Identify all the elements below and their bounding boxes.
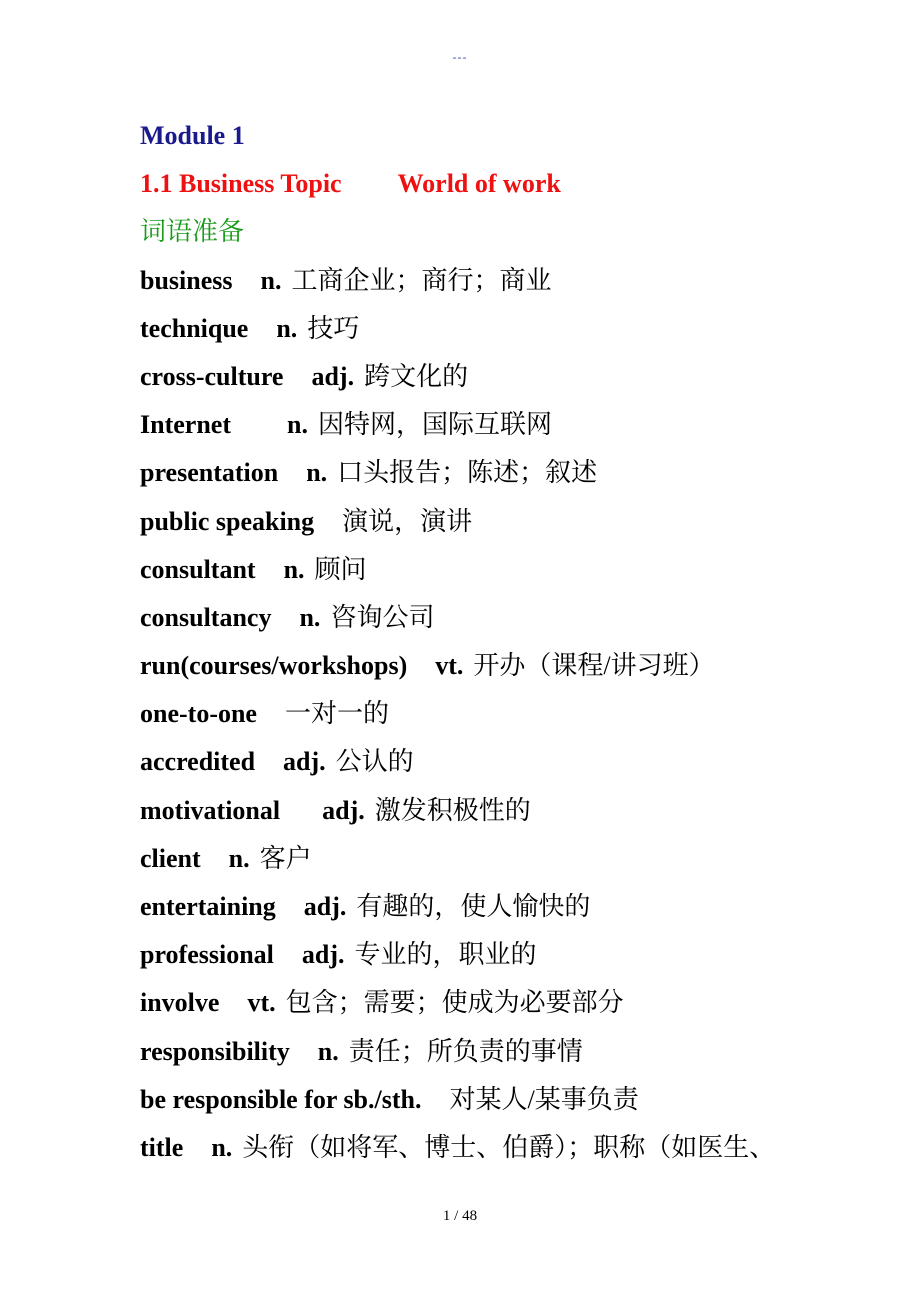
- topic-title: World of work: [397, 169, 561, 199]
- vocab-item: [140, 453, 860, 501]
- vocab-part-of-speech: n.: [211, 1132, 233, 1162]
- page-current: 1: [442, 1208, 451, 1224]
- vocab-word: one-to-one: [140, 699, 257, 729]
- vocab-meaning: 包含；需要；使成为必要部分: [285, 988, 624, 1018]
- vocab-part-of-speech: n.: [306, 458, 328, 488]
- vocab-word: consultancy: [140, 602, 272, 632]
- vocab-meaning: 技巧: [307, 313, 360, 343]
- vocab-word: client: [140, 843, 201, 873]
- vocab-word: technique: [140, 313, 249, 343]
- vocab-item: [140, 646, 860, 694]
- vocab-word: be responsible for sb./sth.: [140, 1084, 422, 1114]
- vocab-part-of-speech: n.: [317, 1036, 339, 1066]
- header-mark: ---: [452, 50, 468, 64]
- vocab-item: [140, 839, 860, 887]
- vocab-word: presentation: [140, 458, 279, 488]
- vocab-meaning: 工商企业；商行；商业: [291, 265, 552, 295]
- vocab-meaning: 一对一的: [284, 699, 389, 729]
- vocab-part-of-speech: vt.: [247, 988, 276, 1018]
- vocab-part-of-speech: adj.: [301, 940, 345, 970]
- vocab-word: professional: [140, 940, 274, 970]
- vocab-part-of-speech: vt.: [435, 651, 464, 681]
- vocab-meaning: 头衔（如将军、博士、伯爵）；职称（如医生、: [242, 1132, 776, 1162]
- vocab-part-of-speech: adj.: [303, 892, 347, 921]
- vocab-meaning: 责任；所负责的事情: [348, 1036, 583, 1066]
- vocabulary-list: [140, 261, 860, 1177]
- vocab-part-of-speech: n.: [283, 554, 305, 584]
- vocab-word: Internet: [140, 410, 231, 440]
- vocab-word: involve: [140, 988, 220, 1018]
- vocab-word: consultant: [140, 554, 256, 584]
- vocab-word: responsibility: [140, 1036, 290, 1066]
- vocab-item: [140, 309, 860, 357]
- page-number: [0, 1207, 920, 1225]
- vocab-item: [140, 887, 860, 935]
- vocab-meaning: 演说，演讲: [342, 506, 473, 536]
- vocab-meaning: 客户: [259, 843, 312, 873]
- section-heading: 词语准备: [140, 217, 245, 247]
- vocab-item: [140, 742, 860, 790]
- module-title: Module 1: [140, 121, 245, 150]
- vocab-item: [140, 502, 860, 550]
- vocab-word: entertaining: [140, 892, 276, 921]
- vocab-part-of-speech: adj.: [311, 361, 355, 391]
- vocab-word: business: [140, 265, 233, 295]
- vocab-word: title: [140, 1132, 184, 1162]
- vocab-item: [140, 1128, 860, 1176]
- vocab-item: [140, 1080, 860, 1128]
- vocab-item: [140, 1032, 860, 1080]
- vocab-word: accredited: [140, 747, 256, 777]
- vocab-item: [140, 983, 860, 1031]
- vocab-part-of-speech: adj.: [322, 795, 365, 825]
- vocab-meaning: 开办（课程/讲习班）: [473, 651, 715, 681]
- vocab-item: [140, 598, 860, 646]
- vocab-word: motivational: [140, 795, 281, 825]
- vocab-word: cross-culture: [140, 361, 284, 391]
- vocab-item: [140, 405, 860, 453]
- topic-heading: [140, 164, 860, 212]
- vocab-part-of-speech: n.: [299, 602, 321, 632]
- page-separator: /: [454, 1208, 459, 1224]
- page-total: 48: [462, 1208, 478, 1224]
- vocab-item: [140, 550, 860, 598]
- vocab-part-of-speech: n.: [260, 265, 282, 295]
- document-body: [140, 116, 860, 1176]
- vocab-part-of-speech: adj.: [283, 747, 326, 777]
- vocab-meaning: 激发积极性的: [374, 795, 531, 825]
- vocab-meaning: 有趣的，使人愉快的: [356, 892, 591, 921]
- vocab-item: [140, 935, 860, 983]
- vocab-meaning: 咨询公司: [330, 602, 435, 632]
- vocab-word: run(courses/workshops): [140, 651, 408, 681]
- topic-label: 1.1 Business Topic: [140, 169, 342, 199]
- vocab-item: [140, 261, 860, 309]
- vocab-item: [140, 357, 860, 405]
- vocab-item: [140, 694, 860, 742]
- vocab-meaning: 因特网，国际互联网: [317, 410, 552, 440]
- vocab-meaning: 专业的，职业的: [354, 940, 537, 970]
- vocab-meaning: 顾问: [314, 554, 367, 584]
- vocab-word: public speaking: [140, 506, 315, 536]
- vocab-part-of-speech: n.: [228, 843, 250, 873]
- vocab-meaning: 公认的: [335, 747, 414, 777]
- vocab-meaning: 口头报告；陈述；叙述: [337, 458, 598, 488]
- vocab-meaning: 对某人/某事负责: [449, 1084, 639, 1114]
- vocab-part-of-speech: n.: [276, 313, 298, 343]
- vocab-meaning: 跨文化的: [364, 361, 469, 391]
- vocab-item: [140, 791, 860, 839]
- vocab-part-of-speech: n.: [286, 410, 308, 440]
